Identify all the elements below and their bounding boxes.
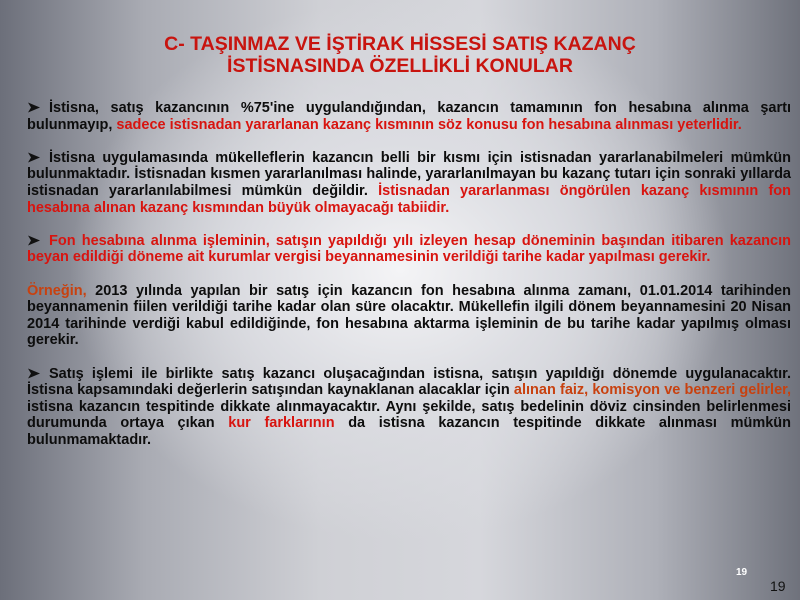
slide-number-watermark: 19 (736, 567, 748, 578)
paragraph (27, 100, 791, 133)
slide-title-line-2: İSTİSNASINDA ÖZELLİKLİ KONULAR (227, 55, 573, 77)
text-run: kur farklarının (228, 415, 335, 432)
text-run: Satış işlemi ile birlikte satış kazancı oluşacağından istisna, satışın yapıldığı dönemde uygulanacaktır. İstisna kapsamındaki değerlerin satışından kaynaklanan alacaklar için (27, 365, 791, 399)
text-run: 2013 yılında yapılan bir satış için kazancın fon hesabına alınma zamanı, 01.01.2014 tarihinden beyannamenin fiilen verildiği tarihe kadar olan süre olacaktır. Mükellefin ilgili dönem beyannamesini 20 Nisan 2014 tarihinde verdiği kabul edildiğinde, fon hesabına aktarma işleminin de bu tarihe kadar yapılmış olması gerekir. (27, 282, 791, 349)
paragraph (27, 283, 791, 349)
slide-body (27, 100, 791, 448)
text-run: istisna kazancın tespitinde dikkate alınmayacaktır. Aynı şekilde, satış bedelinin döviz cinsinden belirlenmesi durumunda ortaya çıkan (27, 398, 791, 432)
text-run: Örneğin, (27, 282, 96, 299)
paragraph (27, 150, 791, 216)
text-run: İstisna, satış kazancının %75'ine uygulandığından, kazancın tamamının fon hesabına alınma şartı bulunmayıp, (27, 100, 791, 133)
text-run: İstisnadan yararlanması öngörülen kazanç kısmının fon hesabına alınan kazanç kısmından büyük olmayacağı tabiidir. (27, 182, 791, 216)
text-run: Fon hesabına alınma işleminin, satışın yapıldığı yılı izleyen hesap döneminin başından itibaren kazancın beyan edildiği döneme ait kurumlar vergisi beyannamesinin verildiği tarihe kadar yapılması gerekir. (27, 232, 791, 266)
paragraph (27, 233, 791, 266)
arrow-bullet-icon (27, 152, 41, 163)
slide-title (30, 33, 770, 77)
arrow-bullet-icon (27, 235, 41, 246)
text-run: İstisna uygulamasında mükelleflerin kazancın belli bir kısmı için istisnadan yararlanabilmeleri mümkün bulunmaktadır. İstisnadan kısmen yararlanılması halinde, yararlanılmayan bu kazanç tutarı için sonraki yıllarda istisnadan yararlanılabilmesi mümkün değildir. (27, 149, 791, 199)
slide-title-line-1: C- TAŞINMAZ VE İŞTİRAK HİSSESİ SATIŞ KAZANÇ (164, 33, 636, 55)
text-run: da istisna kazancın tespitinde dikkate alınması mümkün bulunmamaktadır. (27, 415, 791, 448)
arrow-bullet-icon (27, 368, 41, 379)
paragraph (27, 366, 791, 449)
slide-number: 19 (770, 578, 786, 594)
text-run: sadece istisnadan yararlanan kazanç kısmının söz konusu fon hesabına alınması yeterlidir. (116, 116, 742, 133)
arrow-bullet-icon (27, 102, 41, 113)
text-run: alınan faiz, komisyon ve benzeri gelirler, (513, 382, 791, 399)
